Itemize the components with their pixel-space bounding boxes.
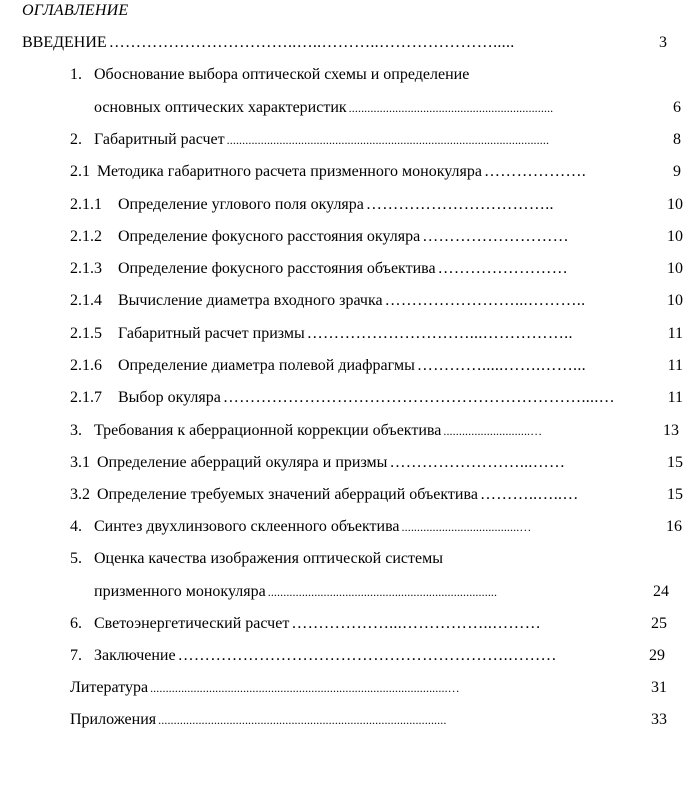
toc-entry-2-1-2 [70, 227, 683, 247]
toc-leader-dots: …………………… [437, 260, 569, 277]
toc-leader-dots: ......................................… [401, 520, 532, 534]
toc-page-number: 8 [673, 131, 681, 148]
toc-page-number: 11 [667, 389, 683, 406]
toc-entry-number: 2.1.3 [70, 260, 102, 277]
toc-entry-title: Светоэнергетический расчет [94, 615, 290, 632]
toc-entry-title: Определение фокусного расстояния объектива [118, 260, 436, 277]
toc-leader-dots: ………………...……………..……… [291, 615, 542, 632]
toc-entry-introduction [22, 33, 667, 53]
toc-entry-title: ВВЕДЕНИЕ [22, 34, 107, 51]
toc-leader-dots: .................................................................. [348, 101, 554, 115]
toc-entry-number: 2.1.6 [70, 357, 102, 374]
toc-leader-dots: …………………………….. [365, 196, 554, 213]
toc-entry-2-1 [70, 162, 681, 182]
toc-entry-2-1-6 [70, 356, 683, 376]
toc-entry-title: Заключение [94, 647, 176, 664]
toc-page-number: 13 [663, 422, 679, 439]
toc-entry-1-cont [94, 98, 681, 118]
toc-page-number: 3 [659, 34, 667, 51]
toc-entry-2 [70, 130, 681, 150]
toc-page-number: 16 [666, 518, 682, 535]
toc-leader-dots: ………………. [484, 163, 587, 180]
toc-entry-title: призменного монокуляра [94, 583, 266, 600]
toc-entry-number: 2.1.1 [70, 196, 102, 213]
toc-leader-dots: ............................................................................................. [158, 713, 447, 727]
toc-page-number: 11 [667, 357, 683, 374]
toc-page-number: 31 [651, 679, 667, 696]
toc-entry-title: Габаритный расчет призмы [118, 325, 305, 342]
toc-page-number: 15 [667, 454, 683, 471]
toc-entry-number: 2. [70, 131, 82, 148]
toc-entry-number: 2.1.5 [70, 325, 102, 342]
toc-entry-5 [70, 549, 670, 569]
toc-leader-dots: …………………………………………………………....… [222, 389, 615, 406]
toc-entry-number: 2.1 [70, 163, 90, 180]
toc-entry-number: 3. [70, 422, 82, 439]
toc-leader-dots: …………………………...…………….. [306, 325, 573, 342]
toc-entry-number: 4. [70, 518, 82, 535]
toc-page-number: 9 [673, 163, 681, 180]
toc-heading: ОГЛАВЛЕНИЕ [22, 2, 129, 19]
toc-entry-title: Литература [70, 679, 149, 696]
toc-entry-number: 3.1 [70, 454, 90, 471]
toc-entry-2-1-7 [70, 388, 683, 408]
toc-entry-5-cont [94, 582, 669, 602]
toc-leader-dots: ………….....…….……... [416, 357, 586, 374]
toc-entry-title: Выбор окуляра [118, 389, 221, 406]
toc-page-number: 11 [667, 325, 683, 342]
toc-entry-number: 5. [70, 550, 82, 567]
toc-entry-title: Оценка качества изображения оптической системы [94, 550, 443, 567]
toc-entry-title: Определение углового поля окуляра [118, 196, 364, 213]
toc-entry-3 [70, 421, 679, 441]
toc-entry-2-1-3 [70, 259, 683, 279]
toc-entry-title: Приложения [70, 711, 157, 728]
toc-entry-title: Определение требуемых значений аберраций объектива [97, 486, 478, 503]
toc-leader-dots: ........................................................................................................ [226, 133, 550, 147]
toc-page-number: 10 [667, 292, 683, 309]
toc-page-number: 10 [667, 196, 683, 213]
toc-entry-4 [70, 517, 682, 537]
toc-entry-2-1-1 [70, 195, 683, 215]
toc-entry-number: 3.2 [70, 486, 90, 503]
toc-page-number: 6 [673, 99, 681, 116]
toc-entry-number: 2.1.4 [70, 292, 102, 309]
toc-page-number: 15 [667, 486, 683, 503]
toc-page-number: 10 [667, 260, 683, 277]
toc-leader-dots: ……………………...…… [389, 454, 566, 471]
toc-entry-title: Определение аберраций окуляра и призмы [97, 454, 388, 471]
toc-entry-3-1 [70, 453, 683, 473]
toc-entry-number: 7. [70, 647, 82, 664]
toc-entry-2-1-4 [70, 291, 683, 311]
toc-leader-dots: .......................................................................... [267, 585, 498, 599]
toc-leader-dots: ……………………………..…..………..…………………..... [108, 34, 515, 51]
toc-entry-1 [70, 65, 670, 85]
toc-entry-title: Габаритный расчет [94, 131, 225, 148]
toc-entry-title: Вычисление диаметра входного зрачка [118, 292, 383, 309]
toc-entry-6 [70, 614, 667, 634]
toc-page-number: 25 [651, 615, 667, 632]
toc-entry-title: Определение фокусного расстояния окуляра [118, 228, 421, 245]
toc-entry-number: 6. [70, 615, 82, 632]
toc-entry-number: 2.1.2 [70, 228, 102, 245]
toc-entry-title: Синтез двухлинзового склеенного объектива [94, 518, 400, 535]
toc-leader-dots: ............................… [443, 424, 543, 438]
toc-entry-7 [70, 646, 665, 666]
toc-entry-title: Методика габаритного расчета призменного монокуляра [97, 163, 482, 180]
toc-entry-title: Определение диаметра полевой диафрагмы [118, 357, 415, 374]
toc-entry-number: 1. [70, 66, 82, 83]
toc-entry-title: Требования к аберрационной коррекции объектива [94, 422, 442, 439]
toc-page-number: 33 [651, 711, 667, 728]
toc-leader-dots: …………………………………………………….……… [177, 647, 557, 664]
toc-entry-title: Обоснование выбора оптической схемы и определение [94, 66, 470, 83]
toc-page-number: 10 [667, 228, 683, 245]
toc-page-number: 29 [649, 647, 665, 664]
toc-entry-title: основных оптических характеристик [94, 99, 347, 116]
toc-page-number: 24 [653, 583, 669, 600]
toc-leader-dots: ……………………… [422, 228, 569, 245]
toc-leader-dots: ................................................................................................… [150, 681, 460, 695]
toc-entry-3-2 [70, 485, 683, 505]
toc-leader-dots: ………..…..… [479, 486, 579, 503]
toc-entry-2-1-5 [70, 324, 683, 344]
toc-entry-references [70, 678, 667, 698]
toc-entry-number: 2.1.7 [70, 389, 102, 406]
toc-entry-appendices [70, 710, 667, 730]
toc-leader-dots: ……………………...……….. [384, 292, 586, 309]
